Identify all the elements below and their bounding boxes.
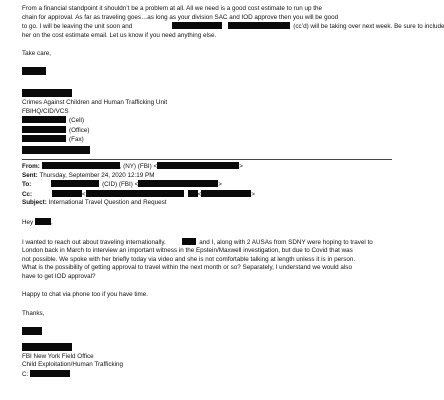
text-line: What is the possibility of getting approval to travel within the next month or so? Separately, I understand we would also <box>22 264 352 272</box>
sig2-unit: Child Exploitation/Human Trafficking <box>22 361 124 369</box>
redaction-box <box>51 180 99 187</box>
to-text: (CID) (FBI) < <box>102 181 139 189</box>
text-fragment: and I, along with 2 AUSAs from SDNY were hoping to travel to <box>199 238 373 246</box>
sent-label: Sent: <box>22 171 38 179</box>
redaction-box <box>35 218 51 225</box>
sig-fax-label: (Fax) <box>69 136 84 144</box>
text-line: From a financial standpoint it shouldn’t be a problem at all. All we need is a good cost estimate to run up the <box>22 5 322 12</box>
sig-cell <box>22 116 394 126</box>
text-line: her on the cost estimate email. Let us know if you need anything else. <box>22 31 217 39</box>
text-line: have to get IOD approval? <box>22 272 96 280</box>
redaction-box <box>188 190 198 197</box>
cc-lt: < <box>81 190 86 198</box>
text-line <box>22 22 444 32</box>
text-line: London back in March to interview an important witness in the Epstein/Maxwell investigation, but due to Covid that was <box>22 247 353 255</box>
cc-end: > <box>251 190 255 198</box>
redaction-box <box>42 162 120 169</box>
sig-code: FBIHQ/CID/VCS <box>22 107 69 115</box>
sig2-c-label: C: <box>22 370 29 378</box>
redaction-box <box>157 162 239 169</box>
redaction-box <box>52 190 82 197</box>
cc-label: Cc: <box>22 190 33 198</box>
greeting-end: , <box>50 218 53 226</box>
redaction-box <box>22 343 72 351</box>
chat-line: Happy to chat via phone too if you have time. <box>22 291 149 299</box>
sig-office <box>22 126 394 136</box>
email-header <box>22 162 394 208</box>
request-paragraph <box>22 238 394 282</box>
sig2-c <box>22 370 394 380</box>
sig-unit: Crimes Against Children and Human Trafficking Unit <box>22 98 168 106</box>
from-text: , (NY) (FBI) < <box>119 162 158 170</box>
redaction-box <box>172 22 222 29</box>
redaction-box <box>22 327 42 335</box>
signature-block-1 <box>22 99 394 154</box>
text-fragment: to go. I will be leaving the unit soon and <box>22 23 133 31</box>
redaction-box <box>201 190 251 197</box>
text-line <box>22 238 394 248</box>
from-end: > <box>239 162 243 170</box>
redaction-box <box>22 116 66 123</box>
header-sent <box>22 172 394 181</box>
from-label: From: <box>22 162 40 170</box>
text-fragment: (cc’d) will be taking over next week. Be sure to include <box>293 23 444 31</box>
header-subject <box>22 199 394 208</box>
greeting-line <box>22 218 394 228</box>
to-label: To: <box>22 181 32 189</box>
subject-value: International Travel Question and Request <box>48 199 167 207</box>
closing-line: Take care, <box>22 50 52 58</box>
text-line: not possible. We spoke with her briefly today via video and she is not comfortable talking at length unless it is in person. <box>22 255 356 263</box>
redaction-box <box>86 190 184 197</box>
header-cc <box>22 190 394 200</box>
sig-office-label: (Office) <box>69 126 90 134</box>
greeting-text: Hey <box>22 218 34 226</box>
to-end: > <box>218 181 222 189</box>
redaction-box <box>22 67 46 75</box>
redaction-box <box>22 135 66 142</box>
closing-line: Thanks, <box>22 310 45 318</box>
redaction-box <box>228 22 290 29</box>
sig2-office: FBI New York Field Office <box>22 352 94 360</box>
redaction-box <box>182 238 196 245</box>
redaction-box <box>22 126 66 133</box>
text-line: chain for approval. As far as traveling goes…as long as your division SAC and IOD approve then you will be good <box>22 13 339 21</box>
email-separator <box>22 159 392 160</box>
text-fragment: I wanted to reach out about traveling internationally. <box>22 238 166 246</box>
sent-value: Thursday, September 24, 2020 12:19 PM <box>39 171 155 179</box>
header-to <box>22 180 394 190</box>
cc-lt: < <box>197 190 202 198</box>
reply-paragraph <box>22 5 444 40</box>
sig-fax <box>22 135 394 145</box>
sig-cell-label: (Cell) <box>69 117 85 125</box>
redaction-box <box>22 146 90 154</box>
subject-label: Subject: <box>22 199 47 207</box>
redaction-box <box>30 370 70 377</box>
redaction-box <box>138 180 218 187</box>
header-from <box>22 162 394 172</box>
document-page <box>22 5 444 379</box>
redaction-box <box>22 89 72 97</box>
signature-block-2 <box>22 353 394 380</box>
